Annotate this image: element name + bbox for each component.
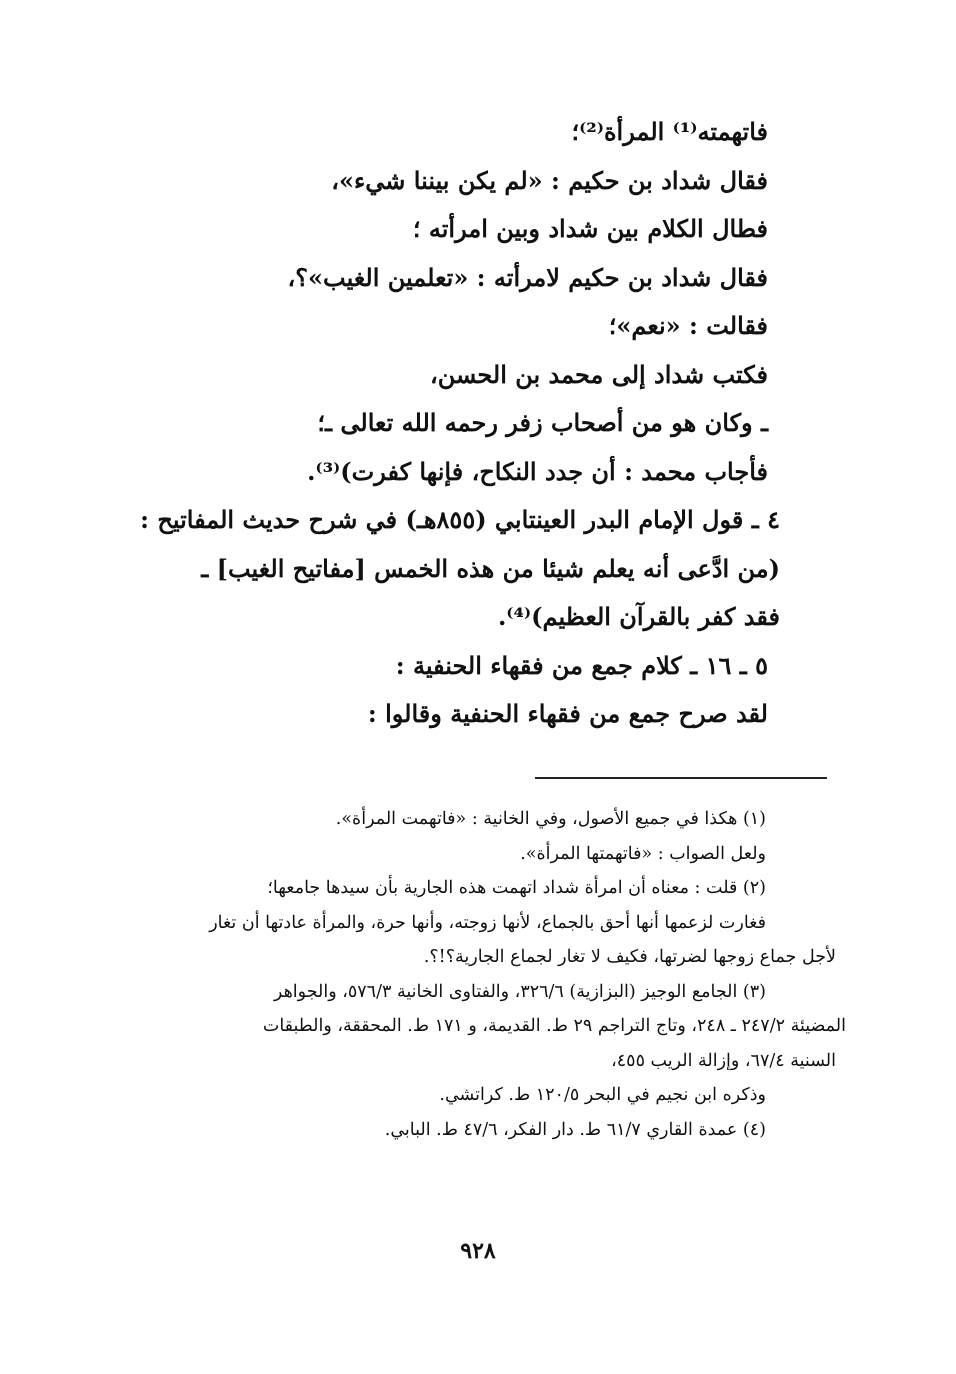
footnote-line: فغارت لزعمها أنها أحق بالجماع، لأنها زوجته، وأنها حرة، والمرأة عادتها أن تغار: [209, 912, 766, 933]
text-line: فطال الكلام بين شداد وبين امرأته ؛: [412, 214, 768, 243]
footnote-line: لأجل جماع زوجها لضرتها، فكيف لا تغار لجماع الجارية؟!؟.: [423, 947, 836, 967]
footnote-line: (١) هكذا في جميع الأصول، وفي الخانية : «فاتهمت المرأة».: [335, 809, 766, 829]
main-text-block: [110, 108, 780, 739]
text-line: فقال شداد بن حكيم : «لم يكن بيننا شيء»،: [331, 165, 768, 195]
footnote-line: المضيئة ٢٤٧/٢ ـ ٢٤٨، وتاج التراجم ٢٩ ط. القديمة، و ١٧١ ط. المحققة، والطبقات: [262, 1016, 846, 1036]
text-line: فقال شداد بن حكيم لامرأته : «تعلمين الغيب»؟،: [287, 262, 768, 292]
footnote-line: وذكره ابن نجيم في البحر ١٢٠/٥ ط. كراتشي.: [439, 1085, 766, 1105]
page-number: ٩٢٨: [460, 1238, 496, 1264]
quote-line: فقد كفر بالقرآن العظيم)⁽⁴⁾.: [497, 602, 780, 631]
footnote-line: (٤) عمدة القاري ٦١/٧ ط. دار الفكر، ٤٧/٦ ط. البابي.: [384, 1119, 766, 1140]
footnote-separator: [535, 777, 827, 779]
quote-line: (من ادَّعى أنه يعلم شيئا من هذه الخمس [مفاتيح الغيب] ـ: [201, 553, 780, 583]
text-line: فكتب شداد إلى محمد بن الحسن،: [429, 359, 768, 389]
section-heading: ٤ ـ قول الإمام البدر العينتابي (٨٥٥هـ) في شرح حديث المفاتيح :: [140, 505, 780, 534]
footnote-line: ولعل الصواب : «فاتهمتها المرأة».: [520, 843, 766, 864]
footnotes-block: [112, 802, 846, 1147]
footnote-line: (٢) قلت : معناه أن امرأة شداد اتهمت هذه الجارية بأن سيدها جامعها؛: [267, 878, 766, 898]
text-line: فاتهمته⁽¹⁾ المرأة⁽²⁾؛: [571, 117, 768, 146]
text-line: فأجاب محمد : أن جدد النكاح، فإنها كفرت)⁽³⁾.: [307, 456, 768, 486]
footnote-line: السنية ٦٧/٤، وإزالة الريب ٤٥٥،: [611, 1050, 836, 1071]
text-line: ـ وكان هو من أصحاب زفر رحمه الله تعالى ـ؛: [317, 408, 768, 437]
text-line: فقالت : «نعم»؛: [608, 311, 768, 340]
text-line: لقد صرح جمع من فقهاء الحنفية وقالوا :: [367, 699, 768, 728]
footnote-line: (٣) الجامع الوجيز (البزازية) ٣٢٦/٦، والفتاوى الخانية ٥٧٦/٣، والجواهر: [273, 981, 766, 1002]
section-heading: ٥ ـ ١٦ ـ كلام جمع من فقهاء الحنفية :: [395, 650, 768, 680]
